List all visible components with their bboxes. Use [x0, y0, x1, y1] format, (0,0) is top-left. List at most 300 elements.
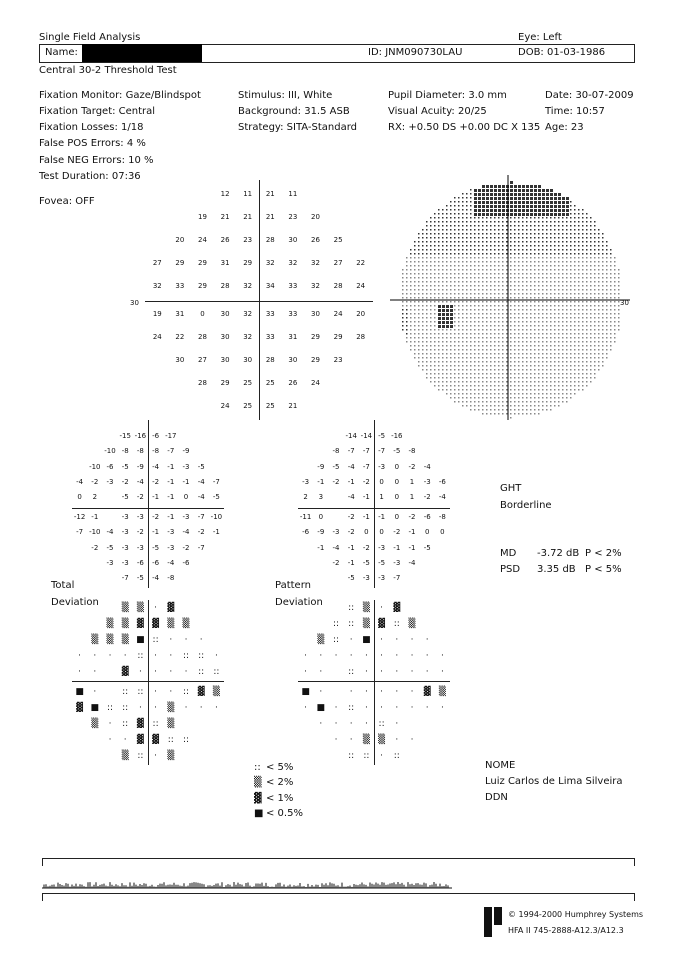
pattern-prob-cell-r6-c2: ·	[334, 703, 338, 713]
grayscale-dot	[474, 365, 476, 367]
pattern-prob-cell-r9-c4: ::	[363, 751, 370, 761]
grayscale-dot	[486, 381, 488, 383]
pattern-prob-cell-r4-c0: ·	[304, 667, 308, 677]
grayscale-dot	[490, 261, 492, 263]
pattern-prob-cell-r3-c2: ·	[334, 651, 338, 661]
grayscale-dot	[518, 389, 520, 391]
grayscale-dot	[586, 261, 588, 263]
grayscale-dot	[514, 213, 517, 216]
grayscale-dot	[530, 385, 532, 387]
total-dev-cell-r2-c7: -3	[182, 462, 190, 471]
grayscale-dot	[582, 349, 584, 351]
grayscale-dot	[554, 209, 557, 212]
grayscale-dot	[402, 317, 404, 319]
grayscale-dot	[494, 361, 496, 363]
grayscale-dot	[494, 245, 496, 247]
grayscale-dot	[502, 261, 504, 263]
grayscale-dot	[534, 261, 536, 263]
grayscale-dot	[502, 409, 504, 411]
threshold-cell-r4-c0: 32	[152, 282, 162, 291]
grayscale-dot	[442, 317, 445, 320]
grayscale-dot	[562, 241, 564, 243]
threshold-cell-r3-c2: 29	[198, 259, 207, 268]
pattern-dev-cell-r6-c4: 0	[364, 528, 369, 537]
grayscale-dot	[502, 333, 504, 335]
grayscale-dot	[498, 261, 500, 263]
grayscale-dot	[610, 281, 612, 283]
grayscale-dot	[466, 285, 468, 287]
grayscale-dot	[526, 229, 528, 231]
grayscale-dot	[462, 225, 464, 227]
grayscale-dot	[578, 345, 580, 347]
grayscale-dot	[470, 321, 472, 323]
total-prob-cell-r9-c4: ::	[137, 751, 144, 761]
grayscale-dot	[406, 261, 408, 263]
grayscale-dot	[434, 245, 436, 247]
grayscale-dot	[498, 345, 500, 347]
grayscale-dot	[582, 245, 584, 247]
grayscale-dot	[446, 269, 448, 271]
grayscale-dot	[470, 285, 472, 287]
grayscale-dot	[450, 229, 452, 231]
total-label-2: Deviation	[51, 597, 99, 608]
pattern-prob-cell-r5-c8: ▓	[423, 687, 431, 697]
pattern-dev-cell-r8-c7: -4	[408, 558, 416, 567]
grayscale-dot	[486, 277, 488, 279]
grayscale-dot	[582, 381, 584, 383]
grayscale-dot	[558, 205, 561, 208]
grayscale-dot	[486, 285, 488, 287]
grayscale-dot	[434, 281, 436, 283]
grayscale-dot	[578, 273, 580, 275]
grayscale-dot	[434, 269, 436, 271]
pattern-prob-cell-r6-c3: ::	[348, 703, 355, 713]
gaze-track-bottom-right-tick	[634, 893, 635, 901]
grayscale-dot	[522, 321, 524, 323]
gaze-track-top	[42, 858, 635, 859]
grayscale-dot	[422, 229, 424, 231]
grayscale-dot	[578, 329, 580, 331]
grayscale-dot	[574, 377, 576, 379]
grayscale-dot	[534, 369, 536, 371]
grayscale-dot	[466, 369, 468, 371]
threshold-cell-r5-c3: 30	[220, 309, 230, 318]
grayscale-dot	[498, 217, 500, 219]
grayscale-dot	[470, 393, 472, 395]
grayscale-dot	[542, 401, 544, 403]
grayscale-dot	[494, 413, 496, 415]
grayscale-dot	[470, 365, 472, 367]
grayscale-dot	[458, 313, 460, 315]
grayscale-dot	[598, 277, 600, 279]
grayscale-dot	[406, 293, 408, 295]
grayscale-dot	[598, 233, 600, 235]
grayscale-dot	[554, 317, 556, 319]
grayscale-dot	[446, 329, 448, 331]
grayscale-dot	[574, 297, 576, 299]
grayscale-dot	[446, 353, 448, 355]
grayscale-dot	[486, 413, 488, 415]
grayscale-dot	[554, 261, 556, 263]
grayscale-dot	[530, 305, 532, 307]
grayscale-dot	[422, 345, 424, 347]
grayscale-dot	[522, 325, 524, 327]
grayscale-dot	[534, 305, 536, 307]
grayscale-dot	[450, 253, 452, 255]
grayscale-dot	[530, 245, 532, 247]
grayscale-dot	[594, 289, 596, 291]
grayscale-dot	[470, 225, 472, 227]
grayscale-dot	[410, 329, 412, 331]
grayscale-dot	[538, 249, 540, 251]
grayscale-dot	[534, 249, 536, 251]
grayscale-dot	[542, 213, 545, 216]
grayscale-dot	[522, 265, 524, 267]
grayscale-dot	[430, 361, 432, 363]
grayscale-dot	[594, 309, 596, 311]
grayscale-dot	[578, 369, 580, 371]
grayscale-dot	[482, 317, 484, 319]
grayscale-dot	[610, 349, 612, 351]
grayscale-dot	[550, 213, 553, 216]
grayscale-dot	[458, 401, 460, 403]
grayscale-dot	[510, 273, 512, 275]
grayscale-dot	[510, 241, 512, 243]
grayscale-dot	[598, 349, 600, 351]
grayscale-dot	[498, 309, 500, 311]
grayscale-dot	[542, 325, 544, 327]
grayscale-dot	[518, 281, 520, 283]
grayscale-dot	[578, 321, 580, 323]
grayscale-dot	[522, 317, 524, 319]
grayscale-dot	[410, 317, 412, 319]
pattern-prob-cell-r4-c6: ·	[395, 667, 399, 677]
pattern-dev-cell-r1-c3: -7	[347, 447, 355, 456]
grayscale-dot	[546, 357, 548, 359]
grayscale-dot	[442, 369, 444, 371]
grayscale-dot	[442, 233, 444, 235]
grayscale-dot	[446, 385, 448, 387]
gaze-track-bottom	[42, 893, 635, 894]
grayscale-dot	[598, 313, 600, 315]
grayscale-dot	[438, 281, 440, 283]
grayscale-dot	[446, 209, 448, 211]
grayscale-dot	[558, 281, 560, 283]
grayscale-dot	[534, 189, 537, 192]
grayscale-dot	[454, 201, 456, 203]
grayscale-dot	[414, 321, 416, 323]
grayscale-dot	[482, 329, 484, 331]
grayscale-dot	[438, 241, 440, 243]
pattern-dev-cell-r3-c2: -2	[332, 477, 340, 486]
grayscale-dot	[450, 365, 452, 367]
grayscale-dot	[534, 277, 536, 279]
grayscale-dot	[542, 377, 544, 379]
grayscale-dot	[454, 289, 456, 291]
grayscale-dot	[402, 309, 404, 311]
grayscale-dot	[458, 277, 460, 279]
grayscale-dot	[502, 205, 505, 208]
pattern-dev-cell-r4-c3: -4	[347, 493, 355, 502]
grayscale-dot	[546, 273, 548, 275]
grayscale-dot	[446, 357, 448, 359]
grayscale-dot	[514, 385, 516, 387]
grayscale-dot	[454, 269, 456, 271]
grayscale-dot	[498, 253, 500, 255]
param-pupil: Pupil Diameter: 3.0 mm	[388, 90, 507, 101]
pattern-dev-cell-r5-c5: -1	[378, 512, 386, 521]
grayscale-dot	[546, 353, 548, 355]
pattern-prob-cell-r1-c7: ▒	[408, 619, 416, 629]
grayscale-dot	[494, 401, 496, 403]
grayscale-dot	[566, 213, 569, 216]
pattern-prob-cell-r6-c6: ·	[395, 703, 399, 713]
grayscale-dot	[426, 293, 428, 295]
grayscale-dot	[514, 409, 516, 411]
grayscale-dot	[522, 333, 524, 335]
grayscale-dot	[598, 369, 600, 371]
grayscale-dot	[566, 353, 568, 355]
grayscale-dot	[590, 369, 592, 371]
grayscale-dot	[450, 333, 452, 335]
grayscale-dot	[454, 213, 456, 215]
grayscale-dot	[534, 397, 536, 399]
grayscale-dot	[426, 365, 428, 367]
grayscale-dot	[426, 225, 428, 227]
grayscale-dot	[534, 393, 536, 395]
grayscale-dot	[614, 317, 616, 319]
grayscale-dot	[414, 297, 416, 299]
grayscale-dot	[594, 297, 596, 299]
grayscale-dot	[414, 345, 416, 347]
grayscale-dot	[446, 221, 448, 223]
grayscale-dot	[426, 333, 428, 335]
grayscale-dot	[546, 365, 548, 367]
grayscale-dot	[578, 325, 580, 327]
grayscale-dot	[482, 253, 484, 255]
grayscale-dot	[482, 345, 484, 347]
grayscale-dot	[426, 345, 428, 347]
grayscale-dot	[510, 337, 512, 339]
grayscale-dot	[530, 265, 532, 267]
grayscale-dot	[450, 241, 452, 243]
grayscale-dot	[538, 365, 540, 367]
grayscale-dot	[506, 225, 508, 227]
total-prob-cell-r5-c1: ·	[93, 687, 97, 697]
footer-model: HFA II 745-2888-A12.3/A12.3	[508, 926, 624, 935]
pattern-label-2: Deviation	[275, 597, 323, 608]
grayscale-dot	[502, 237, 504, 239]
grayscale-dot	[558, 301, 560, 303]
grayscale-dot	[498, 241, 500, 243]
grayscale-dot	[490, 409, 492, 411]
grayscale-dot	[462, 345, 464, 347]
grayscale-dot	[502, 329, 504, 331]
grayscale-dot	[526, 253, 528, 255]
param-time: Time: 10:57	[545, 106, 605, 117]
grayscale-dot	[466, 253, 468, 255]
grayscale-dot	[578, 349, 580, 351]
grayscale-dot	[474, 333, 476, 335]
total-dev-cell-r2-c8: -5	[197, 462, 205, 471]
grayscale-dot	[590, 373, 592, 375]
grayscale-dot	[490, 337, 492, 339]
grayscale-dot	[498, 249, 500, 251]
grayscale-dot	[414, 325, 416, 327]
grayscale-dot	[498, 365, 500, 367]
grayscale-dot	[510, 393, 512, 395]
grayscale-dot	[478, 305, 480, 307]
grayscale-dot	[474, 329, 476, 331]
grayscale-dot	[458, 325, 460, 327]
grayscale-dot	[446, 373, 448, 375]
grayscale-dot	[510, 265, 512, 267]
grayscale-dot	[586, 273, 588, 275]
grayscale-dot	[494, 277, 496, 279]
grayscale-dot	[442, 365, 444, 367]
grayscale-dot	[510, 181, 513, 184]
grayscale-dot	[510, 213, 513, 216]
pattern-dev-cell-r6-c2: -3	[332, 528, 340, 537]
grayscale-dot	[566, 305, 568, 307]
grayscale-dot	[538, 261, 540, 263]
grayscale-dot	[482, 285, 484, 287]
grayscale-dot	[450, 269, 452, 271]
grayscale-dot	[418, 305, 420, 307]
total-prob-cell-r6-c5: ·	[154, 703, 158, 713]
grayscale-dot	[582, 325, 584, 327]
grayscale-dot	[514, 329, 516, 331]
grayscale-dot	[430, 329, 432, 331]
grayscale-dot	[538, 285, 540, 287]
grayscale-dot	[522, 353, 524, 355]
grayscale-dot	[414, 309, 416, 311]
grayscale-dot	[526, 321, 528, 323]
grayscale-dot	[454, 373, 456, 375]
grayscale-dot	[438, 365, 440, 367]
grayscale-dot	[542, 233, 544, 235]
grayscale-dot	[594, 373, 596, 375]
grayscale-dot	[522, 405, 524, 407]
grayscale-dot	[454, 233, 456, 235]
grayscale-dot	[406, 321, 408, 323]
grayscale-dot	[402, 289, 404, 291]
grayscale-dot	[594, 249, 596, 251]
pattern-dev-cell-r5-c8: -6	[423, 512, 431, 521]
grayscale-dot	[510, 349, 512, 351]
grayscale-dot	[594, 253, 596, 255]
grayscale-dot	[550, 353, 552, 355]
grayscale-dot	[538, 233, 540, 235]
grayscale-dot	[530, 189, 533, 192]
total-dev-cell-r1-c3: -8	[121, 447, 129, 456]
grayscale-dot	[406, 305, 408, 307]
threshold-cell-r6-c7: 29	[311, 332, 320, 341]
grayscale-dot	[502, 245, 504, 247]
total-prob-cell-r4-c4: ·	[138, 667, 142, 677]
grayscale-dot	[478, 229, 480, 231]
grayscale-dot	[490, 221, 492, 223]
grayscale-dot	[510, 309, 512, 311]
grayscale-dot	[566, 245, 568, 247]
grayscale-dot	[450, 217, 452, 219]
pattern-prob-cell-r6-c8: ·	[425, 703, 429, 713]
grayscale-dot	[538, 277, 540, 279]
grayscale-dot	[510, 225, 512, 227]
grayscale-dot	[418, 245, 420, 247]
grayscale-dot	[606, 345, 608, 347]
grayscale-dot	[534, 329, 536, 331]
grayscale-dot	[546, 309, 548, 311]
grayscale-dot	[486, 185, 489, 188]
grayscale-dot	[462, 217, 464, 219]
grayscale-dot	[546, 189, 549, 192]
grayscale-dot	[522, 221, 524, 223]
grayscale-dot	[522, 305, 524, 307]
grayscale-dot	[426, 329, 428, 331]
grayscale-dot	[582, 285, 584, 287]
grayscale-dot	[462, 373, 464, 375]
grayscale-dot	[434, 309, 436, 311]
grayscale-dot	[522, 361, 524, 363]
grayscale-dot	[518, 409, 520, 411]
grayscale-dot	[606, 265, 608, 267]
pattern-prob-cell-r3-c6: ·	[395, 651, 399, 661]
grayscale-dot	[434, 229, 436, 231]
total-dev-cell-r5-c0: -12	[73, 512, 86, 521]
grayscale-dot	[430, 217, 432, 219]
grayscale-dot	[530, 273, 532, 275]
grayscale-dot	[442, 245, 444, 247]
pattern-dev-cell-r4-c1: 3	[318, 493, 324, 502]
grayscale-dot	[538, 385, 540, 387]
grayscale-dot	[530, 405, 532, 407]
grayscale-dot	[602, 257, 604, 259]
grayscale-dot	[454, 317, 456, 319]
grayscale-dot	[606, 317, 608, 319]
grayscale-dot	[478, 233, 480, 235]
pattern-dev-cell-r6-c0: -6	[302, 528, 310, 537]
grayscale-dot	[458, 345, 460, 347]
grayscale-dot	[486, 297, 488, 299]
grayscale-dot	[546, 369, 548, 371]
grayscale-dot	[486, 409, 488, 411]
grayscale-dot	[470, 249, 472, 251]
grayscale-dot	[498, 209, 501, 212]
grayscale-dot	[510, 321, 512, 323]
grayscale-dot	[558, 289, 560, 291]
grayscale-dot	[438, 321, 441, 324]
grayscale-dot	[482, 273, 484, 275]
grayscale-dot	[486, 405, 488, 407]
grayscale-dot	[506, 401, 508, 403]
grayscale-dot	[598, 305, 600, 307]
grayscale-dot	[462, 237, 464, 239]
grayscale-dot	[478, 189, 481, 192]
grayscale-dot	[454, 209, 456, 211]
grayscale-dot	[522, 337, 524, 339]
grayscale-dot	[542, 373, 544, 375]
pattern-prob-cell-r1-c5: ▓	[378, 619, 386, 629]
grayscale-dot	[498, 269, 500, 271]
pattern-dev-cell-r7-c7: -1	[408, 543, 416, 552]
grayscale-dot	[506, 353, 508, 355]
grayscale-dot	[414, 349, 416, 351]
grayscale-dot	[518, 345, 520, 347]
grayscale-dot	[438, 333, 440, 335]
grayscale-dot	[406, 297, 408, 299]
grayscale-dot	[582, 213, 584, 215]
